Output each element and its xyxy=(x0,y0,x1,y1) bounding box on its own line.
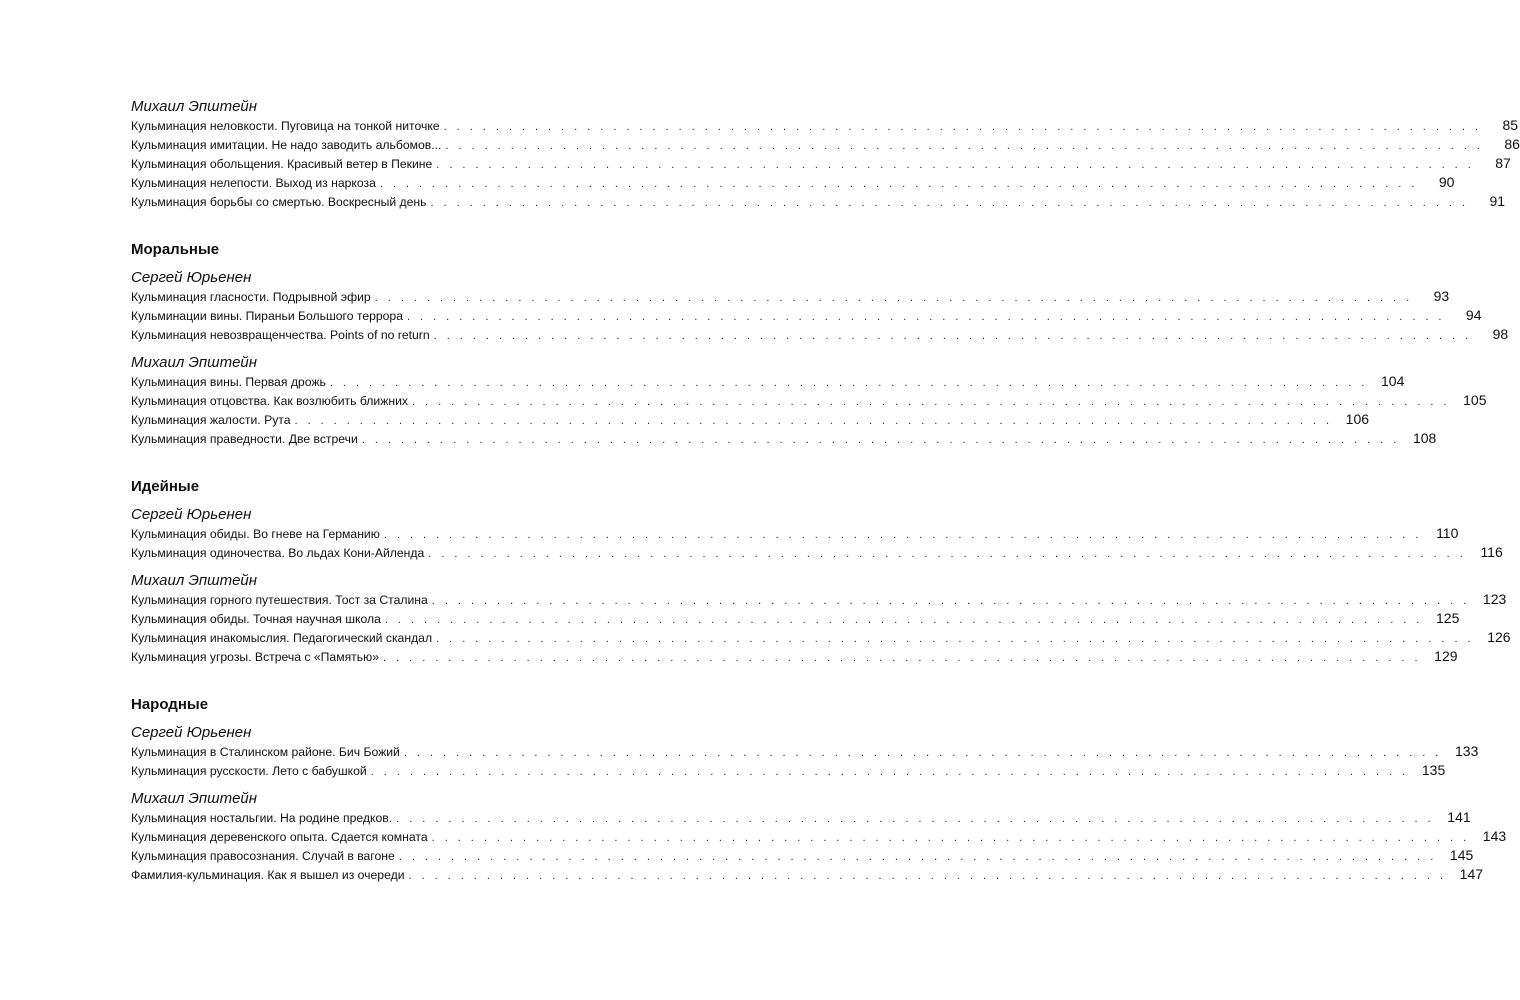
dot-leader: ................................................................................ xyxy=(403,747,1449,759)
entry-title: Кульминация русскости. Лето с бабушкой xyxy=(131,764,367,778)
toc-entry[interactable] xyxy=(131,287,1450,306)
author-group xyxy=(131,506,1503,562)
entry-title: Кульминация гласности. Подрывной эфир xyxy=(131,290,371,304)
entry-title: Кульминация отцовства. Как возлюбить ближних xyxy=(131,394,408,408)
section-heading: Народные xyxy=(131,696,209,713)
entry-title: Кульминация одиночества. Во льдах Кони-Айленда xyxy=(131,546,425,560)
page-number: 141 xyxy=(1447,809,1471,825)
toc-entry[interactable] xyxy=(131,391,1487,410)
entry-title: Кульминация горного путешествия. Тост за Сталина xyxy=(131,593,428,607)
dot-leader: ................................................................................ xyxy=(294,415,1340,427)
toc-entry[interactable] xyxy=(131,154,1511,173)
toc-entry[interactable] xyxy=(131,628,1511,647)
toc-entry[interactable] xyxy=(131,116,1519,135)
toc-entry[interactable] xyxy=(131,647,1458,666)
entry-title: Кульминация деревенского опыта. Сдается комната xyxy=(131,830,428,844)
dot-leader: ................................................................................ xyxy=(396,813,1441,825)
dot-leader: ................................................................................ xyxy=(379,178,1425,190)
author-name: Михаил Эпштейн xyxy=(131,98,258,115)
toc-entry[interactable] xyxy=(131,325,1509,344)
page-number: 85 xyxy=(1502,117,1519,133)
page-number: 116 xyxy=(1480,544,1503,560)
toc-entry[interactable] xyxy=(131,761,1446,780)
entry-title: Кульминация имитации. Не надо заводить альбомов... xyxy=(131,138,442,152)
entry-title: Кульминация инакомыслия. Педагогический скандал xyxy=(131,631,433,645)
entry-title: Кульминация правосознания. Случай в вагоне xyxy=(131,849,395,863)
entry-title: Кульминация вины. Первая дрожь xyxy=(131,375,326,389)
toc-entry[interactable] xyxy=(131,827,1507,846)
dot-leader: ................................................................................ xyxy=(428,548,1473,560)
dot-leader: ................................................................................ xyxy=(431,832,1477,844)
entry-title: Кульминация борьбы со смертью. Воскресный день xyxy=(131,195,427,209)
toc-entry[interactable] xyxy=(131,846,1474,865)
page-number: 123 xyxy=(1482,591,1507,607)
page-number: 98 xyxy=(1492,326,1509,342)
toc-entry[interactable] xyxy=(131,524,1459,543)
page-number: 147 xyxy=(1459,866,1484,882)
author-name: Михаил Эпштейн xyxy=(131,790,258,807)
toc-entry[interactable] xyxy=(131,410,1370,429)
dot-leader: ................................................................................ xyxy=(443,121,1489,133)
author-name: Сергей Юрьенен xyxy=(131,506,252,523)
entry-title: Кульминация обиды. Во гневе на Германию xyxy=(131,527,380,541)
dot-leader: ................................................................................ xyxy=(430,197,1476,209)
page-number: 125 xyxy=(1436,610,1460,626)
toc-entry[interactable] xyxy=(131,429,1437,448)
author-name: Михаил Эпштейн xyxy=(131,354,258,371)
toc-entry[interactable] xyxy=(131,742,1479,761)
toc-entry[interactable] xyxy=(131,543,1503,562)
entry-title: Кульминация праведности. Две встречи xyxy=(131,432,358,446)
toc-entry[interactable] xyxy=(131,135,1520,154)
page-number: 106 xyxy=(1345,411,1370,427)
page-number: 90 xyxy=(1438,174,1455,190)
dot-leader: ................................................................................ xyxy=(408,870,1454,882)
page-number: 108 xyxy=(1412,430,1437,446)
page-number: 110 xyxy=(1436,525,1459,541)
entry-title: Кульминация ностальгии. На родине предков. xyxy=(131,811,393,825)
entry-title: Кульминация угрозы. Встреча с «Памятью» xyxy=(131,650,380,664)
dot-leader: ................................................................................ xyxy=(374,292,1420,304)
section-heading: Идейные xyxy=(131,478,200,495)
page-number: 129 xyxy=(1434,648,1458,664)
author-group xyxy=(131,354,1487,448)
page-number: 94 xyxy=(1465,307,1482,323)
author-name: Сергей Юрьенен xyxy=(131,269,252,286)
page-number: 87 xyxy=(1495,155,1511,171)
entry-title: Кульминация неловкости. Пуговица на тонкой ниточке xyxy=(131,119,440,133)
entry-title: Кульминация обиды. Точная научная школа xyxy=(131,612,381,626)
dot-leader: ................................................................................ xyxy=(361,434,1407,446)
author-group xyxy=(131,98,1520,211)
toc-entry[interactable] xyxy=(131,372,1405,391)
toc-entry[interactable] xyxy=(131,306,1482,325)
toc-entry[interactable] xyxy=(131,590,1507,609)
author-name: Михаил Эпштейн xyxy=(131,572,258,589)
page-number: 91 xyxy=(1489,193,1506,209)
toc-entry[interactable] xyxy=(131,808,1471,827)
page-number: 126 xyxy=(1487,629,1511,645)
author-group xyxy=(131,269,1509,344)
dot-leader: ................................................................................ xyxy=(436,159,1481,171)
author-group xyxy=(131,724,1479,780)
page-number: 86 xyxy=(1504,136,1520,152)
dot-leader: ................................................................................ xyxy=(370,766,1416,778)
dot-leader: ................................................................................ xyxy=(436,633,1481,645)
author-group xyxy=(131,790,1507,884)
entry-title: Фамилия-кульминация. Как я вышел из очереди xyxy=(131,868,405,882)
dot-leader: ................................................................................ xyxy=(412,396,1457,408)
entry-title: Кульминация обольщения. Красивый ветер в Пекине xyxy=(131,157,433,171)
dot-leader: ................................................................................ xyxy=(407,311,1452,323)
dot-leader: ................................................................................ xyxy=(398,851,1444,863)
page-number: 133 xyxy=(1455,743,1479,759)
dot-leader: ................................................................................ xyxy=(445,140,1490,152)
dot-leader: ................................................................................ xyxy=(383,652,1428,664)
page-number: 143 xyxy=(1482,828,1507,844)
dot-leader: ................................................................................ xyxy=(384,614,1430,626)
toc-entry[interactable] xyxy=(131,865,1484,884)
dot-leader: ................................................................................ xyxy=(383,529,1429,541)
author-group xyxy=(131,572,1511,666)
table-of-contents xyxy=(131,98,1520,884)
toc-entry[interactable] xyxy=(131,192,1506,211)
page-number: 93 xyxy=(1433,288,1450,304)
dot-leader: ................................................................................ xyxy=(433,330,1479,342)
entry-title: Кульминация нелепости. Выход из наркоза xyxy=(131,176,376,190)
author-name: Сергей Юрьенен xyxy=(131,724,252,741)
page-number: 145 xyxy=(1449,847,1474,863)
section-heading: Моральные xyxy=(131,241,220,258)
dot-leader: ................................................................................ xyxy=(329,377,1375,389)
page-number: 105 xyxy=(1463,392,1487,408)
entry-title: Кульминация невозвращенчества. Points of no return xyxy=(131,328,430,342)
page-number: 104 xyxy=(1381,373,1405,389)
entry-title: Кульминации вины. Пираньи Большого террора xyxy=(131,309,403,323)
page-number: 135 xyxy=(1421,762,1446,778)
entry-title: Кульминация в Сталинском районе. Бич Божий xyxy=(131,745,400,759)
dot-leader: ................................................................................ xyxy=(431,595,1477,607)
toc-entry[interactable] xyxy=(131,609,1460,628)
toc-entry[interactable] xyxy=(131,173,1455,192)
entry-title: Кульминация жалости. Рута xyxy=(131,413,291,427)
